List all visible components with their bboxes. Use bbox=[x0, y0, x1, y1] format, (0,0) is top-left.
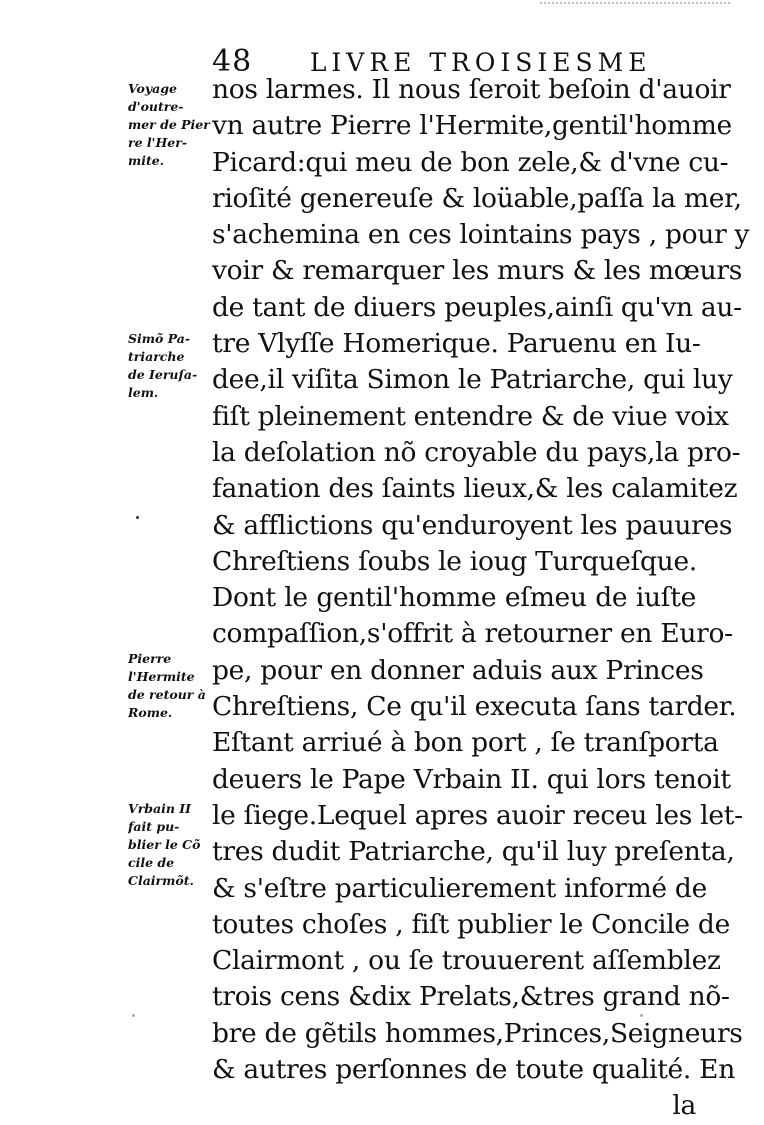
text-line: fanation des ſaints lieux,& les calamitez bbox=[212, 473, 738, 505]
ink-speck bbox=[136, 516, 139, 519]
margin-note-line: Voyage bbox=[128, 81, 177, 96]
ink-speck bbox=[640, 1014, 643, 1017]
text-line: fiſt pleinement entendre & de viue voix bbox=[212, 400, 729, 432]
text-line: bre de gẽtils hommes,Princes,Seigneurs bbox=[212, 1017, 743, 1049]
catchword: la bbox=[672, 1090, 696, 1122]
text-line: la deſolation nõ croyable du pays,la pro- bbox=[212, 436, 741, 468]
margin-note-line: Rome. bbox=[128, 705, 173, 720]
text-line: pe, pour en donner aduis aux Princes bbox=[212, 654, 704, 686]
running-title: LIVRE TROISIESME bbox=[309, 48, 652, 77]
margin-note-line: l'Hermite bbox=[128, 669, 195, 684]
body-text bbox=[212, 72, 750, 1125]
margin-note-line: mite. bbox=[128, 153, 165, 168]
page-number: 48 bbox=[212, 44, 253, 79]
text-line: tres dudit Patriarche, qu'il luy preſenta, bbox=[212, 836, 735, 868]
margin-note-line: mer de Pier bbox=[128, 117, 210, 132]
margin-note-line: Vrbain II bbox=[128, 801, 192, 816]
text-line: trois cens &dix Prelats,&tres grand nõ- bbox=[212, 981, 730, 1013]
margin-note-line: d'outre- bbox=[128, 99, 184, 114]
text-line: Eſtant arriué à bon port , ſe tranſporta bbox=[212, 727, 719, 759]
text-line: de tant de diuers peuples,ainſi qu'vn au- bbox=[212, 291, 742, 323]
margin-note-line: Clairmõt. bbox=[128, 873, 194, 888]
margin-note-urbain bbox=[128, 800, 222, 890]
margin-note-simon bbox=[128, 330, 222, 402]
margin-note-voyage bbox=[128, 80, 222, 170]
margin-note-line: blier le Cõ bbox=[128, 837, 201, 852]
margin-note-line: de Ieruſa- bbox=[128, 367, 198, 382]
text-line: & afflictions qu'enduroyent les pauures bbox=[212, 509, 733, 541]
ink-speck bbox=[132, 1014, 135, 1017]
text-line: s'achemina en ces lointains pays , pour y bbox=[212, 219, 750, 251]
margin-note-line: cile de bbox=[128, 855, 175, 870]
text-line: Picard:qui meu de bon zele,& d'vne cu- bbox=[212, 146, 729, 178]
margin-note-line: Simõ Pa- bbox=[128, 331, 191, 346]
text-line: Dont le gentil'homme eſmeu de iuſte bbox=[212, 582, 696, 614]
scan-edge-mark bbox=[540, 2, 730, 9]
text-line: Clairmont , ou ſe trouuerent aſſemblez bbox=[212, 945, 721, 977]
text-line: dee,il viſita Simon le Patriarche, qui luy bbox=[212, 364, 733, 396]
margin-note-line: lem. bbox=[128, 385, 159, 400]
text-line: toutes choſes , fiſt publier le Concile de bbox=[212, 908, 730, 940]
text-line: Chreſtiens, Ce qu'il executa ſans tarder. bbox=[212, 691, 737, 723]
margin-note-line: re l'Her- bbox=[128, 135, 188, 150]
margin-note-pierre bbox=[128, 650, 222, 722]
text-line: nos larmes. Il nous ſeroit beſoin d'auoir bbox=[212, 74, 731, 105]
margin-note-line: Pierre bbox=[128, 651, 172, 666]
text-line: tre Vlyſſe Homerique. Paruenu en Iu- bbox=[212, 328, 701, 360]
margin-note-line: triarche bbox=[128, 349, 185, 364]
text-line: compaſſion,s'offrit à retourner en Euro- bbox=[212, 618, 733, 650]
text-line: rioſité genereuſe & loüable,paſſa la mer, bbox=[212, 182, 742, 214]
text-line: deuers le Pape Vrbain II. qui lors tenoit bbox=[212, 763, 731, 795]
margin-note-line: de retour à bbox=[128, 687, 206, 702]
text-line: & autres perſonnes de toute qualité. En bbox=[212, 1054, 735, 1086]
text-line: & s'eſtre particulierement informé de bbox=[212, 872, 707, 904]
text-line: vn autre Pierre l'Hermite,gentil'homme bbox=[212, 110, 732, 142]
text-line: le ſiege.Lequel apres auoir receu les let- bbox=[212, 799, 743, 831]
text-line: Chreſtiens ſoubs le ioug Turqueſque. bbox=[212, 545, 697, 577]
text-line: voir & remarquer les murs & les mœurs bbox=[212, 255, 743, 287]
margin-note-line: fait pu- bbox=[128, 819, 180, 834]
